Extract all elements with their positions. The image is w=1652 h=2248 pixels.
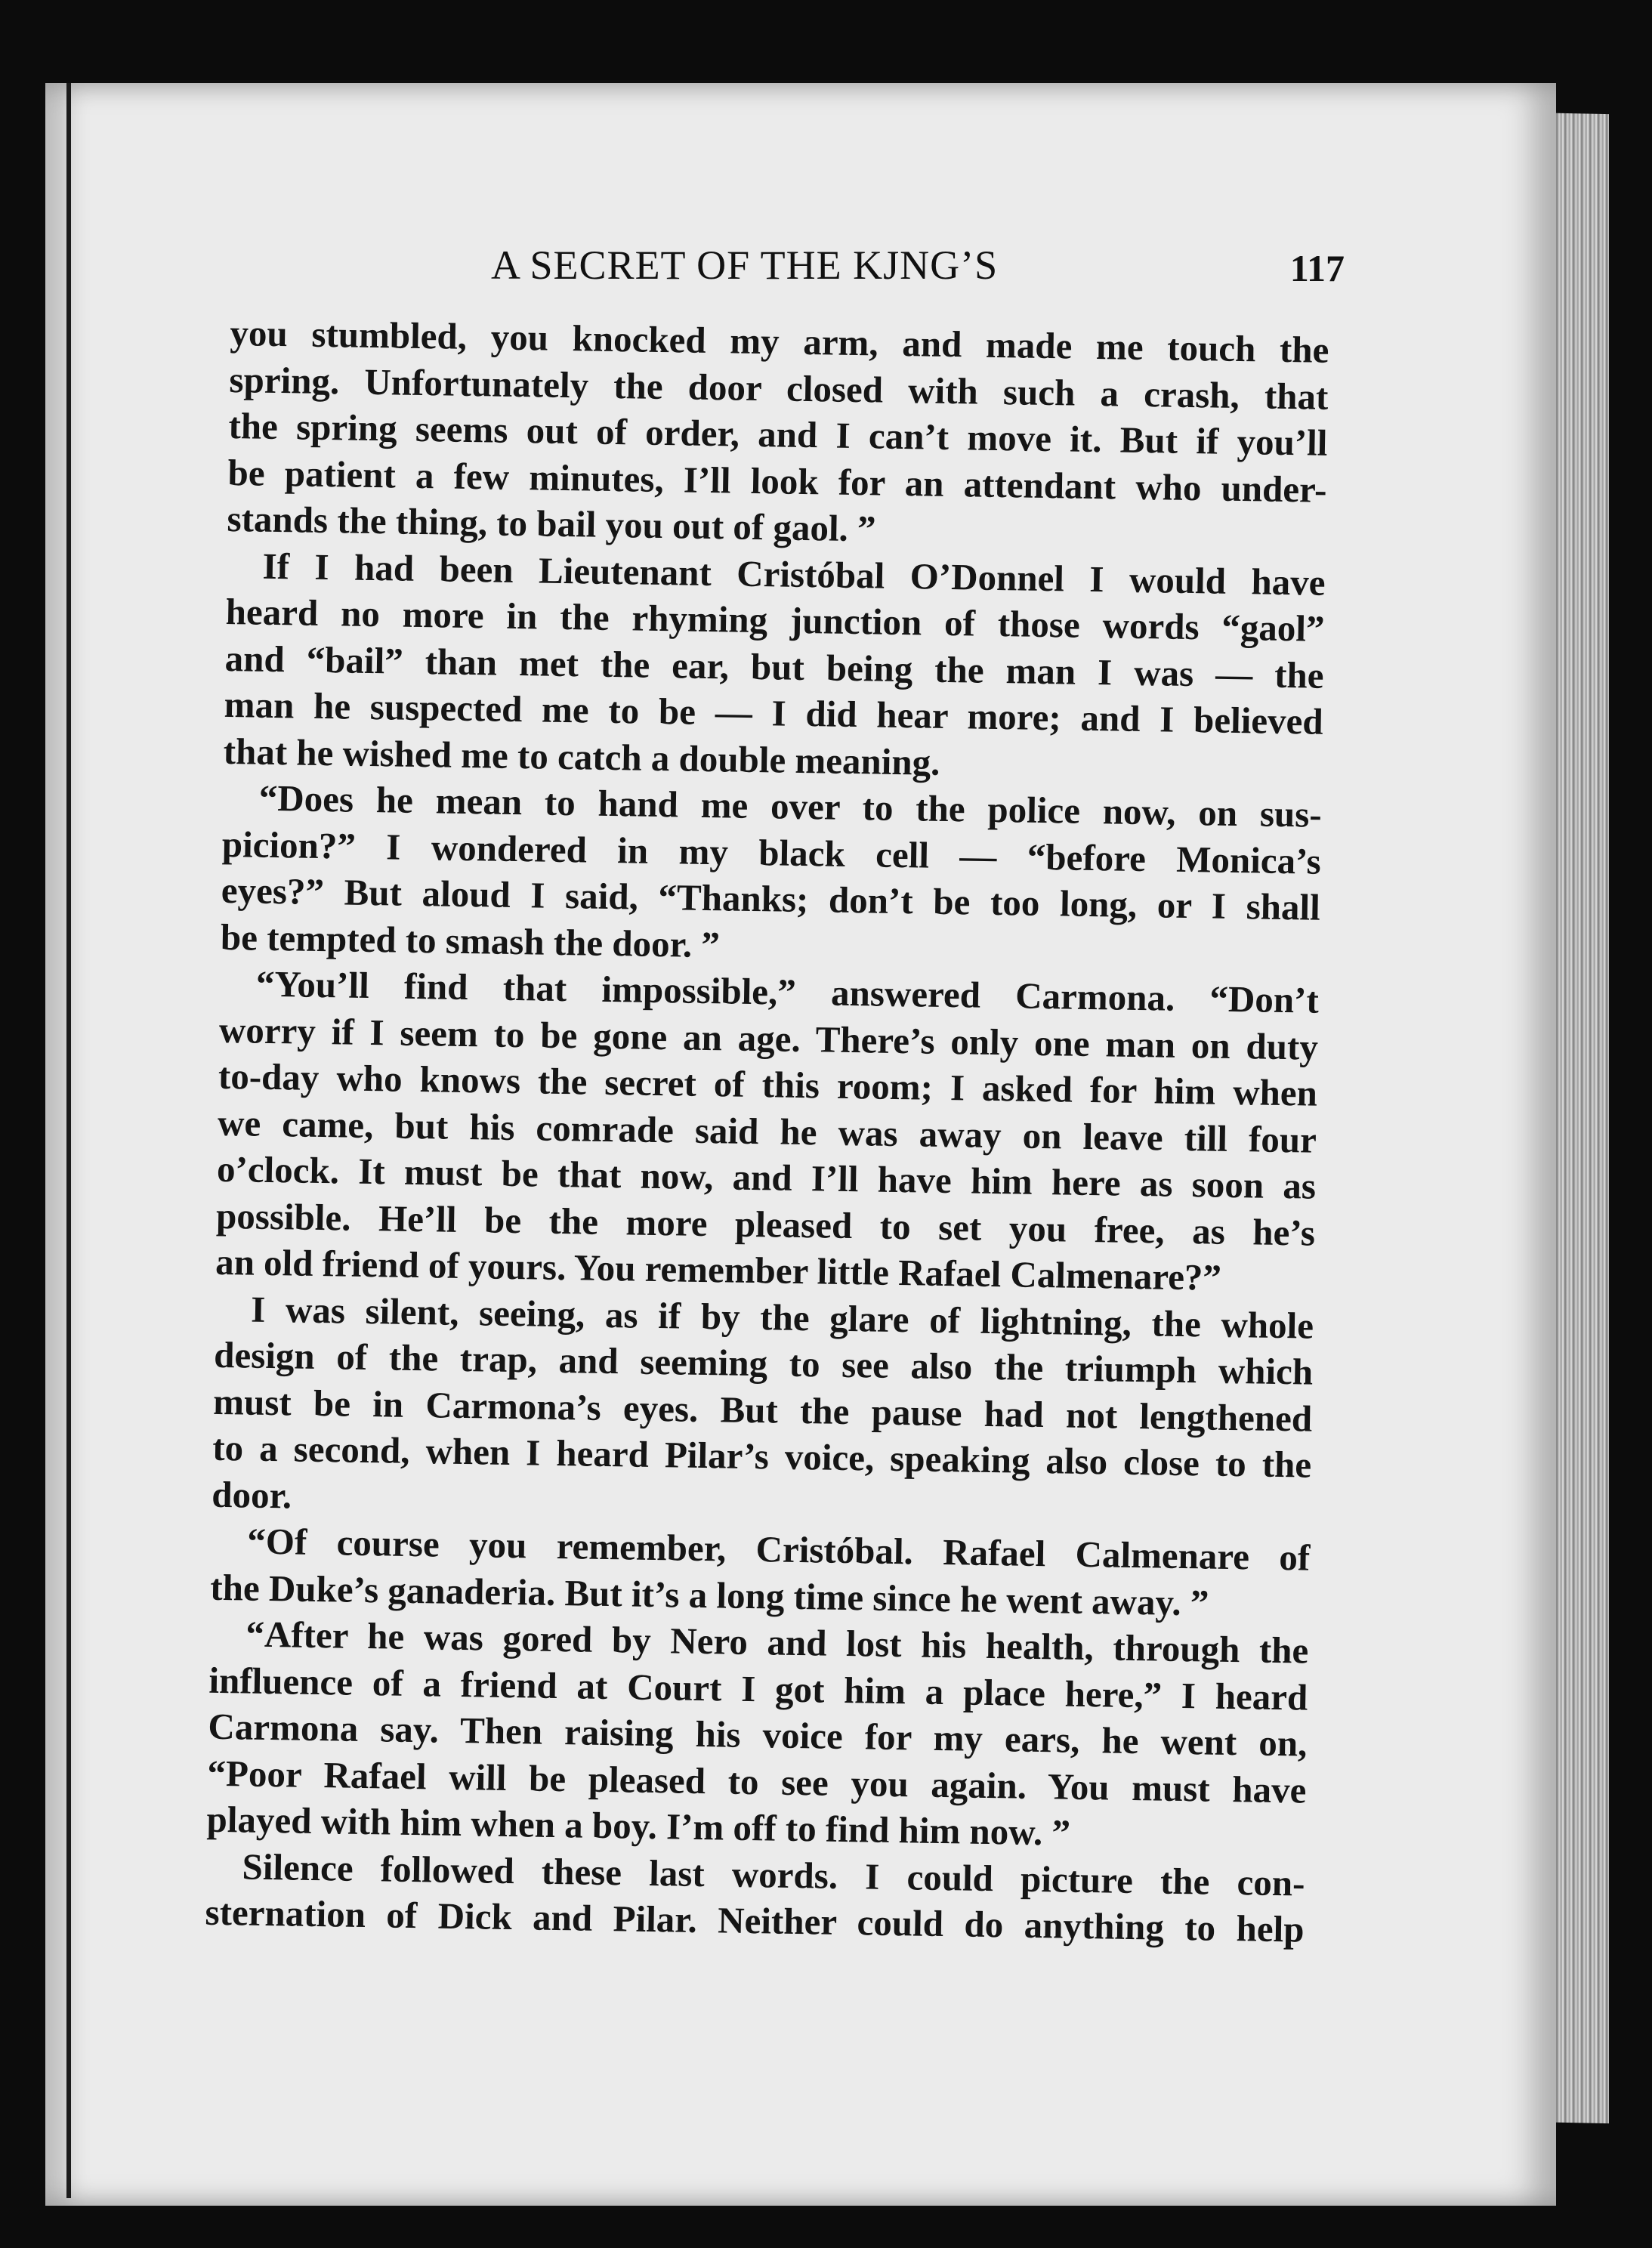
text-line: to a second, when I heard Pilar’s voice, speaking also close to the	[212, 1426, 1312, 1486]
text-line: Carmona say. Then raising his voice for my ears, he went on,	[208, 1705, 1308, 1765]
text-line: “After he was gored by Nero and lost his health, through the	[245, 1613, 1309, 1672]
text-line: to-day who knows the secret of this room; I asked for him when	[218, 1055, 1318, 1114]
running-head: A SECRET OF THE KJNG’S	[491, 242, 999, 288]
text-line: sternation of Dick and Pilar. Neither could do anything to help	[205, 1891, 1305, 1950]
text-line: o’clock. It must be that now, and I’ll have him here as soon as	[216, 1147, 1317, 1207]
text-line: “Poor Rafael will be pleased to see you again. You must have	[207, 1752, 1307, 1811]
text-line: the spring seems out of order, and I can’t move it. But if you’ll	[228, 404, 1328, 464]
text-line: stands the thing, to bail you out of gaol. ”	[227, 497, 876, 550]
text-line: that he wished me to catch a double meaning.	[223, 730, 940, 783]
text-line: influence of a friend at Court I got him a place here,” I heard	[208, 1659, 1308, 1718]
text-line: “Does he mean to hand me over to the police now, on sus-	[258, 777, 1323, 835]
text-line: heard no more in the rhyming junction of those words “gaol”	[225, 590, 1325, 650]
book-gutter	[66, 83, 71, 2198]
text-line: If I had been Lieutenant Cristóbal O’Donnel I would have	[262, 545, 1326, 604]
body-text	[205, 310, 1329, 1953]
text-line: an old friend of yours. You remember little Rafael Calmenare?”	[215, 1240, 1222, 1298]
text-line: must be in Carmona’s eyes. But the pause had not lengthened	[212, 1380, 1313, 1440]
text-line: man he suspected me to be — I did hear more; and I believed	[224, 683, 1324, 743]
text-line: be patient a few minutes, I’ll look for an attendant who under-	[227, 451, 1327, 511]
text-line: design of the trap, and seeming to see also the triumph which	[213, 1333, 1314, 1393]
text-line: and “bail” than met the ear, but being the man I was — the	[224, 637, 1325, 696]
page-header	[491, 242, 1345, 302]
text-line: possible. He’ll be the more pleased to set you free, as he’s	[215, 1194, 1316, 1254]
text-line: door.	[211, 1473, 292, 1516]
text-line: “You’ll find that impossible,” answered Carmona. “Don’t	[255, 962, 1320, 1021]
text-line: picion?” I wondered in my black cell — “before Monica’s	[221, 823, 1322, 882]
page-number: 117	[1289, 247, 1345, 289]
text-line: spring. Unfortunately the door closed with such a crash, that	[229, 358, 1329, 418]
text-line: Silence followed these last words. I could picture the con-	[242, 1845, 1305, 1904]
text-line: you stumbled, you knocked my arm, and made me touch the	[230, 311, 1329, 371]
text-line: the Duke’s ganaderia. But it’s a long time since he went away. ”	[210, 1566, 1209, 1624]
text-line: “Of course you remember, Cristóbal. Rafael Calmenare of	[246, 1520, 1311, 1579]
text-line: I was silent, seeing, as if by the glare of lightning, the whole	[250, 1288, 1314, 1347]
text-line: we came, but his comrade said he was away on leave till four	[217, 1101, 1317, 1161]
text-line: played with him when a boy. I’m off to find him now. ”	[206, 1798, 1071, 1854]
text-line: be tempted to smash the door. ”	[220, 916, 721, 965]
text-line: worry if I seem to be gone an age. There’s only one man on duty	[218, 1008, 1319, 1068]
text-line: eyes?” But aloud I said, “Thanks; don’t be too long, or I shall	[221, 869, 1321, 928]
